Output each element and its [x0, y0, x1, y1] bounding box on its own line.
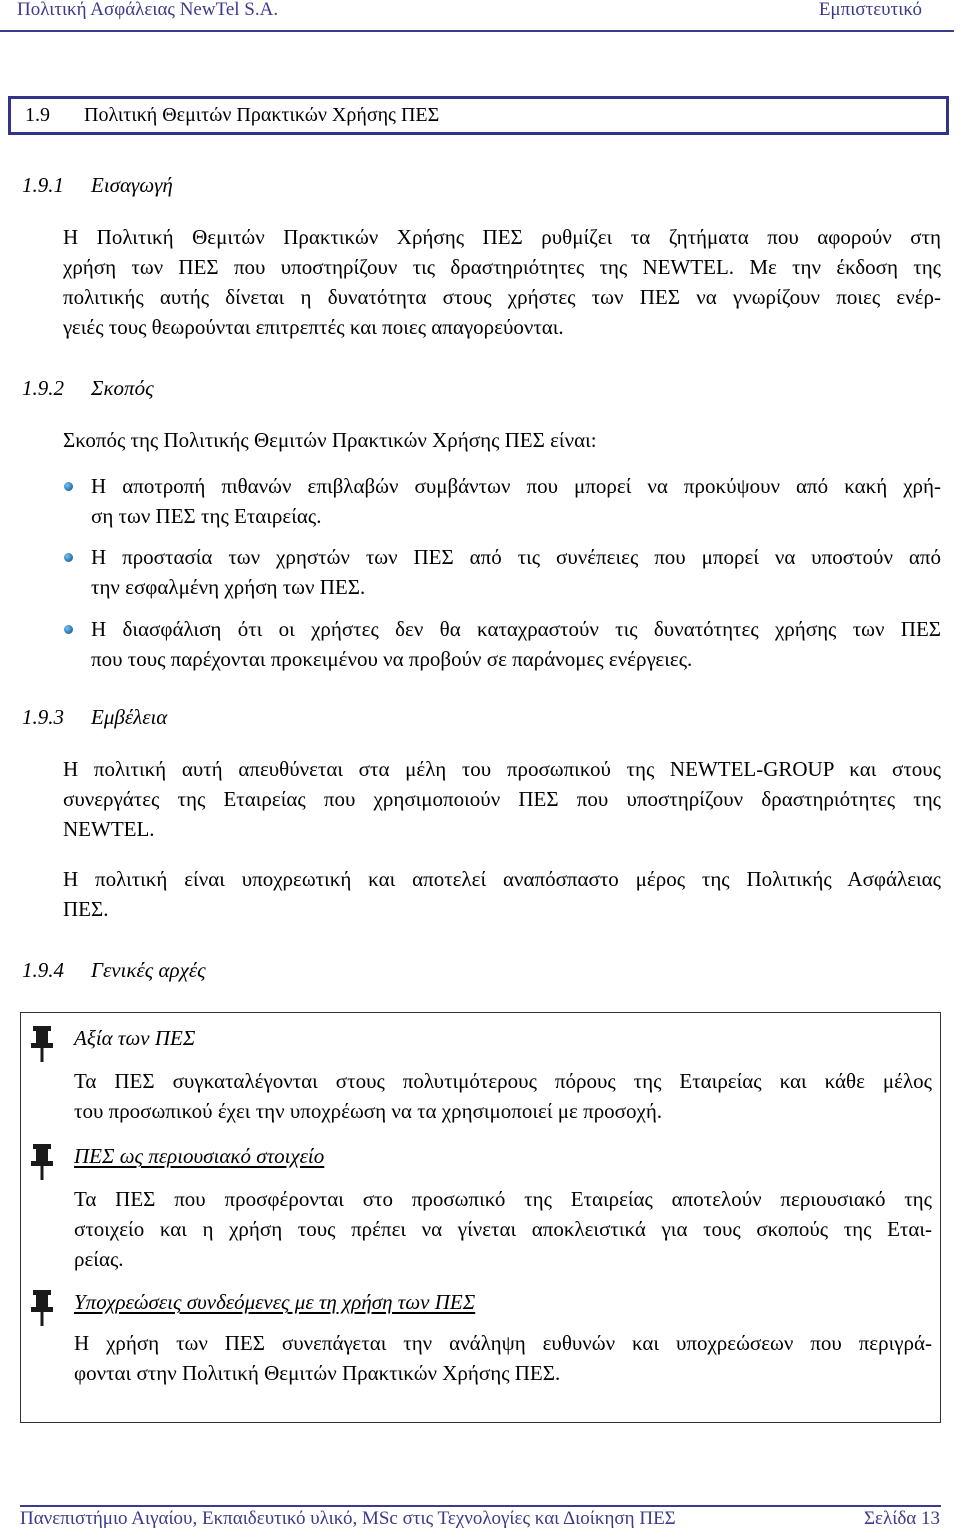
subsection-title: Γενικές αρχές: [91, 958, 206, 982]
paragraph-line: Η χρήση των ΠΕΣ συνεπάγεται την ανάληψη ευθυνών και υποχρεώσεων που περιγρά-: [74, 1331, 932, 1355]
header-document-title: Πολιτική Ασφάλειας NewTel S.A.: [17, 0, 279, 20]
principle-text: [74, 1066, 932, 1126]
section-number: 1.9: [25, 104, 50, 126]
push-pin-icon: [31, 1144, 53, 1180]
header-rule: [0, 30, 954, 32]
subsection-title: Εισαγωγή: [91, 173, 173, 197]
bullet-line: Η προστασία των χρηστών των ΠΕΣ από τις συνέπειες που μπορεί να υποστούν από: [91, 545, 941, 569]
subsection-number: 1.9.3: [22, 705, 64, 729]
bullet-line: Η διασφάλιση ότι οι χρήστες δεν θα καταχραστούν τις δυνατότητες χρήσης των ΠΕΣ: [91, 617, 941, 641]
push-pin-icon: [31, 1290, 53, 1326]
bullet-dot-icon: [64, 482, 73, 491]
section-title: Πολιτική Θεμιτών Πρακτικών Χρήσης ΠΕΣ: [84, 104, 440, 126]
push-pin-icon: [31, 1026, 53, 1062]
subsection-heading-purpose: [22, 373, 422, 403]
paragraph-line: NEWTEL.: [63, 817, 155, 841]
subsection-number: 1.9.1: [22, 173, 64, 197]
footer-rule: [20, 1505, 941, 1507]
subsection-title: Εμβέλεια: [91, 705, 168, 729]
paragraph-line: ρείας.: [74, 1247, 124, 1271]
paragraph-line: χρήση των ΠΕΣ που υποστηρίζουν τις δραστηριότητες της NEWTEL. Με την έκδοση της: [63, 255, 941, 279]
paragraph-line: του προσωπικού έχει την υποχρέωση να τα χρησιμοποιεί με προσοχή.: [74, 1099, 663, 1123]
paragraph-line: Τα ΠΕΣ συγκαταλέγονται στους πολυτιμότερους πόρους της Εταιρείας και κάθε μέλος: [74, 1069, 932, 1093]
paragraph-line: Η πολιτική είναι υποχρεωτική και αποτελεί αναπόσπαστο μέρος της Πολιτικής Ασφάλειας: [63, 867, 941, 891]
subsection-heading-principles: [22, 955, 422, 985]
subsection-heading-intro: [22, 170, 422, 200]
paragraph-line: συνεργάτες της Εταιρείας που χρησιμοποιούν ΠΕΣ που υποστηρίζουν δραστηριότητες της: [63, 787, 941, 811]
bullet-line: ση των ΠΕΣ της Εταιρείας.: [91, 504, 322, 528]
principle-heading: Αξία των ΠΕΣ: [74, 1026, 196, 1050]
footer-page-number: Σελίδα 13: [863, 1508, 940, 1529]
header-classification: Εμπιστευτικό: [818, 0, 922, 20]
principle-heading: ΠΕΣ ως περιουσιακό στοιχείο: [74, 1144, 325, 1168]
scope-paragraph-2: [63, 864, 941, 924]
purpose-lead: [63, 425, 941, 455]
principle-text: [74, 1328, 932, 1388]
bullet-line: την εσφαλμένη χρήση των ΠΕΣ.: [91, 575, 366, 599]
bullet-dot-icon: [64, 553, 73, 562]
paragraph-line: γειές τους θεωρούνται επιτρεπτές και ποιες απαγορεύονται.: [63, 315, 564, 339]
paragraph-line: Σκοπός της Πολιτικής Θεμιτών Πρακτικών Χρήσης ΠΕΣ είναι:: [63, 428, 597, 452]
paragraph-line: στοιχείο και η χρήση τους πρέπει να γίνεται αποκλειστικά για τους σκοπούς της Εται-: [74, 1217, 932, 1241]
subsection-number: 1.9.2: [22, 376, 64, 400]
scope-paragraph-1: [63, 754, 941, 844]
bullet-line: Η αποτροπή πιθανών επιβλαβών συμβάντων που μπορεί να προκύψουν από κακή χρή-: [91, 474, 941, 498]
subsection-number: 1.9.4: [22, 958, 64, 982]
subsection-title: Σκοπός: [91, 376, 154, 400]
paragraph-line: Τα ΠΕΣ που προσφέρονται στο προσωπικό της Εταιρείας αποτελούν περιουσιακό της: [74, 1187, 932, 1211]
bullet-dot-icon: [64, 625, 73, 634]
subsection-heading-scope: [22, 702, 422, 732]
intro-paragraph: [63, 222, 941, 342]
bullet-line: που τους παρέχονται προκειμένου να προβούν σε παράνομες ενέργειες.: [91, 647, 693, 671]
purpose-bullet-2: [91, 542, 941, 602]
paragraph-line: Η πολιτική αυτή απευθύνεται στα μέλη του προσωπικού της NEWTEL-GROUP και στους: [63, 757, 941, 781]
paragraph-line: Η Πολιτική Θεμιτών Πρακτικών Χρήσης ΠΕΣ ρυθμίζει τα ζητήματα που αφορούν στη: [63, 225, 941, 249]
purpose-bullet-1: [91, 471, 941, 531]
paragraph-line: πολιτικής αυτής δίνεται η δυνατότητα στους χρήστες των ΠΕΣ να γνωρίζουν ποιες ενέρ-: [63, 285, 941, 309]
footer-source: Πανεπιστήμιο Αιγαίου, Εκπαιδευτικό υλικό, MSc στις Τεχνολογίες και Διοίκηση ΠΕΣ: [20, 1508, 676, 1529]
paragraph-line: ΠΕΣ.: [63, 897, 109, 921]
paragraph-line: φονται στην Πολιτική Θεμιτών Πρακτικών Χρήσης ΠΕΣ.: [74, 1361, 561, 1385]
purpose-bullet-3: [91, 614, 941, 674]
principle-heading: Υποχρεώσεις συνδεόμενες με τη χρήση των ΠΕΣ: [74, 1290, 476, 1314]
section-heading-box: [8, 96, 949, 135]
principles-box: [20, 1012, 941, 1423]
principle-text: [74, 1184, 932, 1274]
